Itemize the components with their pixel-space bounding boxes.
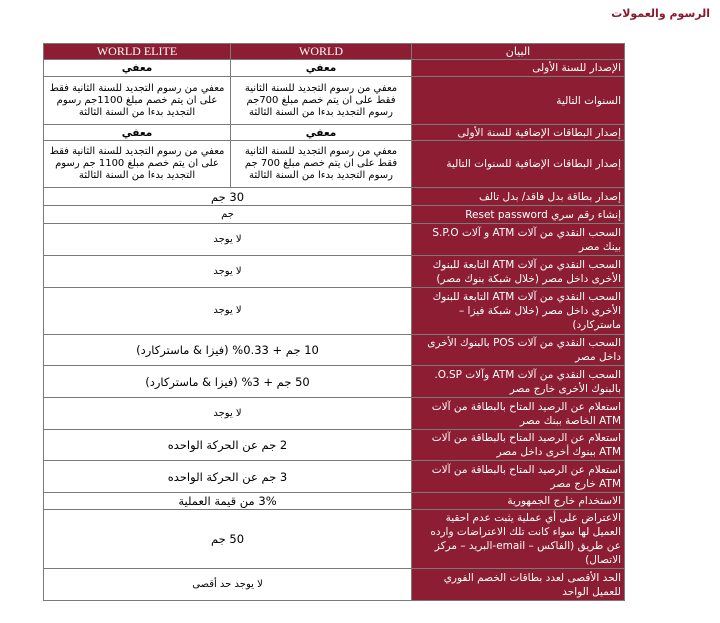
header-world: WORLD xyxy=(231,44,412,60)
fee-value: جم xyxy=(44,206,412,224)
row-label: استعلام عن الرصيد المتاح بالبطاقة من آلات ATM الخاصة ببنك مصر xyxy=(412,398,625,430)
table-row xyxy=(44,493,625,510)
elite-value: معفي من رسوم التجديد للسنة الثانية فقط على ان يتم خصم مبلغ 1100جم رسوم التجديد بدءا من السنة الثالثة xyxy=(44,77,231,125)
row-label: السحب النقدي من آلات ATM وآلات O.SP. بالبنوك الأخرى خارج مصر xyxy=(412,366,625,398)
row-label: السحب النقدي من آلات ATM التابعة للبنوك الأخرى داخل مصر (خلال شبكة بنوك مصر) xyxy=(412,256,625,288)
row-label: إصدار بطاقة بدل فاقد/ بدل تالف xyxy=(412,188,625,206)
fee-value: لا يوجد حد أقصى xyxy=(44,569,412,601)
fee-value: 3 جم عن الحركة الواحده xyxy=(44,461,412,493)
row-label: استعلام عن الرصيد المتاح بالبطاقة من آلات ATM ببنوك أخرى داخل مصر xyxy=(412,430,625,461)
page-title: الرسوم والعمولات xyxy=(611,7,710,20)
table-row xyxy=(44,224,625,256)
row-label: الاعتراض على أي عملية يثبت عدم احقية العميل لها سواء كانت تلك الاعتراضات وارده عن طريق (الفاكس – email-البريد – مركز الاتصال) xyxy=(412,510,625,569)
table-row xyxy=(44,60,625,77)
elite-value: معفي xyxy=(44,60,231,77)
fee-value: 30 جم xyxy=(44,188,412,206)
world-value: معفي من رسوم التجديد للسنة الثانية فقط على ان يتم خصم مبلغ 700جم رسوم التجديد بدءا من السنة الثالثة xyxy=(231,77,412,125)
table-row xyxy=(44,77,625,125)
fee-value: لا يوجد xyxy=(44,288,412,335)
row-label: الحد الأقصى لعدد بطاقات الخصم الفوري للعميل الواحد xyxy=(412,569,625,601)
table-header-row xyxy=(44,44,625,60)
world-value: معفي من رسوم التجديد للسنة الثانية فقط على ان يتم خصم مبلغ 700 جم رسوم التجديد بدءا من السنة الثالثة xyxy=(231,141,412,188)
row-label: السحب النقدي من آلات POS بالبنوك الأخرى داخل مصر xyxy=(412,335,625,366)
row-label: إنشاء رقم سري Reset password xyxy=(412,206,625,224)
row-label: السحب النقدي من آلات ATM التابعة للبنوك الأخرى داخل مصر (خلال شبكة فيزا – ماستركارد) xyxy=(412,288,625,335)
table-row xyxy=(44,569,625,601)
table-row xyxy=(44,206,625,224)
fee-value: 10 جم + 0.33% (فيزا & ماستركارد) xyxy=(44,335,412,366)
row-label: السنوات التالية xyxy=(412,77,625,125)
fee-value: 50 جم xyxy=(44,510,412,569)
fee-value: 3% من قيمة العملية xyxy=(44,493,412,510)
table-row xyxy=(44,256,625,288)
header-world-elite: WORLD ELITE xyxy=(44,44,231,60)
table-row xyxy=(44,141,625,188)
row-label: إصدار البطاقات الإضافية للسنوات التالية xyxy=(412,141,625,188)
table-row xyxy=(44,125,625,141)
row-label: الإصدار للسنة الأولى xyxy=(412,60,625,77)
table-row xyxy=(44,510,625,569)
fees-table xyxy=(43,43,625,601)
table-row xyxy=(44,366,625,398)
table-row xyxy=(44,288,625,335)
fee-value: 2 جم عن الحركة الواحده xyxy=(44,430,412,461)
table-row xyxy=(44,188,625,206)
elite-value: معفي xyxy=(44,125,231,141)
fee-value: لا يوجد xyxy=(44,224,412,256)
row-label: استعلام عن الرصيد المتاح بالبطاقة من آلات ATM خارج مصر xyxy=(412,461,625,493)
fee-value: 50 جم + 3% (فيزا & ماستركارد) xyxy=(44,366,412,398)
world-value: معفي xyxy=(231,60,412,77)
row-label: السحب النقدي من آلات ATM و آلات S.P.O بينك مصر xyxy=(412,224,625,256)
table-row xyxy=(44,335,625,366)
fee-value: لا يوجد xyxy=(44,398,412,430)
elite-value: معفي من رسوم التجديد للسنة الثانية فقط على ان يتم خصم مبلغ 1100 جم رسوم التجديد بدءا من السنة الثالثة xyxy=(44,141,231,188)
table-row xyxy=(44,461,625,493)
table-row xyxy=(44,430,625,461)
row-label: الاستخدام خارج الجمهورية xyxy=(412,493,625,510)
fee-value: لا يوجد xyxy=(44,256,412,288)
row-label: إصدار البطاقات الإضافية للسنة الأولى xyxy=(412,125,625,141)
table-row xyxy=(44,398,625,430)
world-value: معفي xyxy=(231,125,412,141)
header-item: البيان xyxy=(412,44,625,60)
